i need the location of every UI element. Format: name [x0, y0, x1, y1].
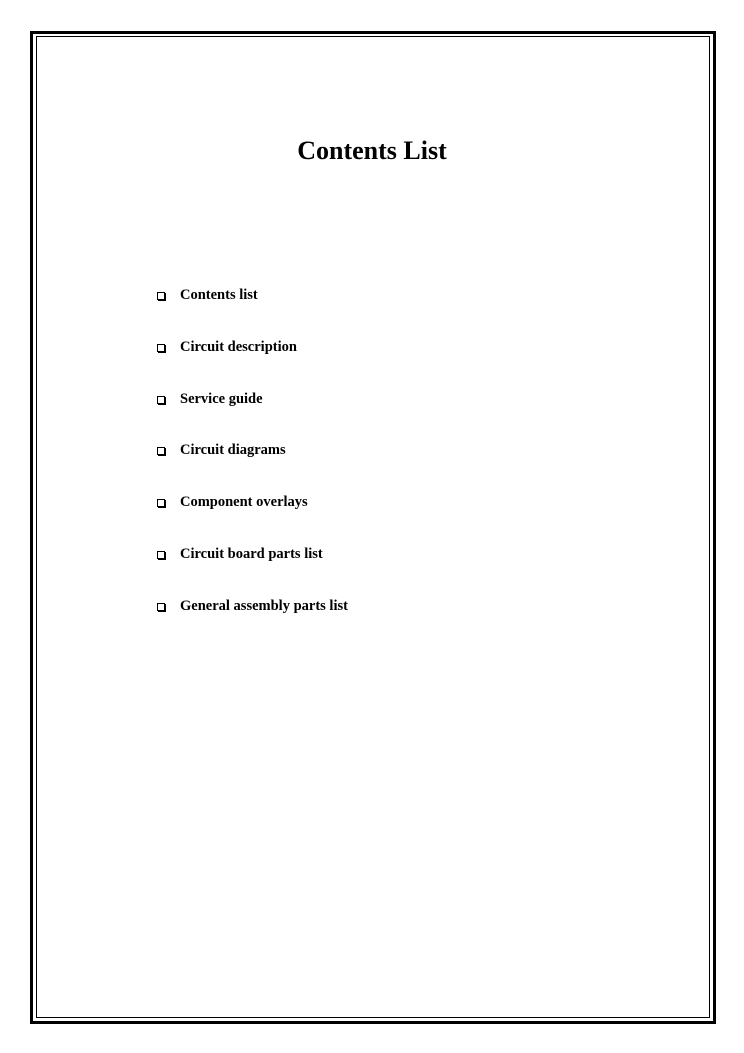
square-bullet-icon	[157, 447, 165, 455]
square-bullet-icon	[157, 603, 165, 611]
page-title: Contents List	[297, 136, 447, 165]
list-item	[157, 336, 348, 388]
list-item-label: Contents list	[180, 287, 258, 303]
list-item	[157, 284, 348, 336]
square-bullet-icon	[157, 292, 165, 300]
contents-list	[157, 284, 348, 647]
square-bullet-icon	[157, 344, 165, 352]
list-item	[157, 439, 348, 491]
list-item	[157, 595, 348, 647]
page-border-inner	[36, 36, 710, 1018]
list-item	[157, 491, 348, 543]
list-item	[157, 543, 348, 595]
list-item-label: Service guide	[180, 390, 263, 407]
square-bullet-icon	[157, 499, 165, 507]
square-bullet-icon	[157, 551, 165, 559]
list-item	[157, 388, 348, 440]
list-item-label: Circuit board parts list	[180, 545, 323, 562]
list-item-label: Component overlays	[180, 494, 308, 511]
list-item-label: Circuit diagrams	[180, 442, 286, 459]
list-item-label: General assembly parts list	[180, 597, 348, 614]
square-bullet-icon	[157, 396, 165, 404]
list-item-label: Circuit description	[180, 338, 297, 355]
